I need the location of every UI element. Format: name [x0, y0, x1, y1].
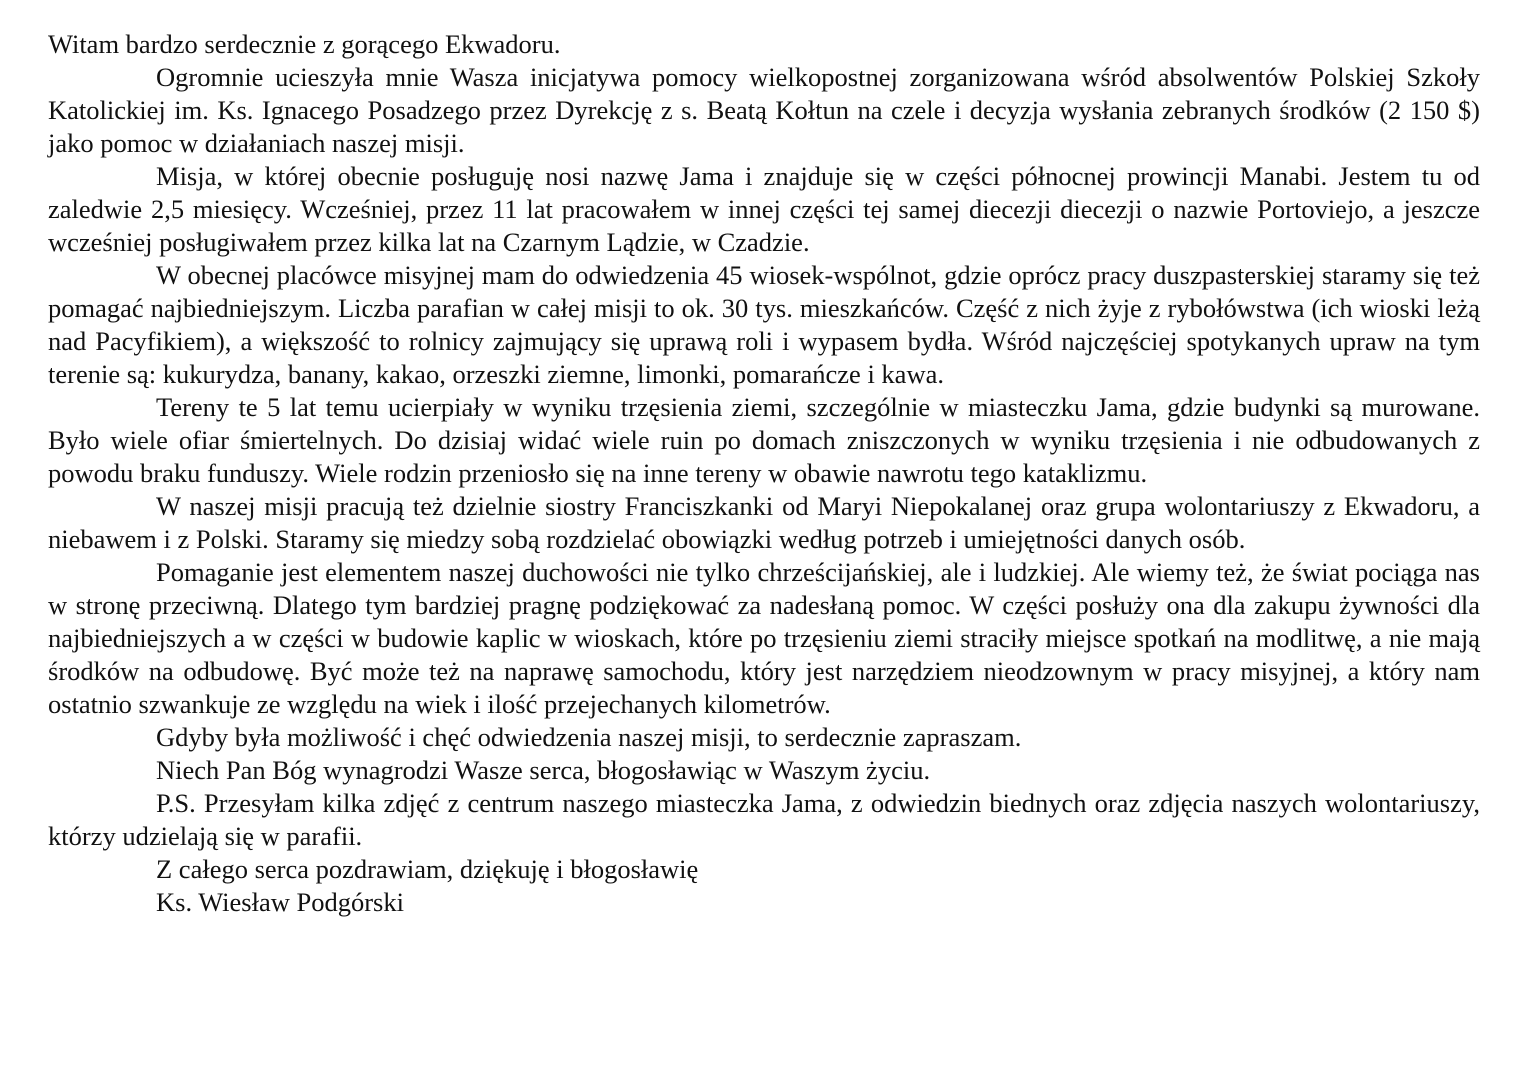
paragraph-villages: W obecnej placówce misyjnej mam do odwiedzenia 45 wiosek-wspólnot, gdzie oprócz pracy duszpasterskiej staramy się też pomagać najbiedniejszym. Liczba parafian w całej misji to ok. 30 tys. mieszkańców. Część z nich żyje z rybołówstwa (ich wioski leżą nad Pacyfikiem), a większość to rolnicy zajmujący się uprawą roli i wypasem bydła. Wśród najczęściej spotykanych upraw na tym terenie są: kukurydza, banany, kakao, orzeszki ziemne, limonki, pomarańcze i kawa. — [48, 260, 1480, 389]
blessing-line: Niech Pan Bóg wynagrodzi Wasze serca, błogosławiąc w Waszym życiu. — [156, 755, 931, 785]
invitation-line: Gdyby była możliwość i chęć odwiedzenia naszej misji, to serdecznie zapraszam. — [156, 722, 1022, 752]
postscript: P.S. Przesyłam kilka zdjęć z centrum naszego miasteczka Jama, z odwiedzin biednych oraz zdjęcia naszych wolontariuszy, którzy udzielają się w parafii. — [48, 788, 1480, 851]
paragraph-help: Pomaganie jest elementem naszej duchowości nie tylko chrześcijańskiej, ale i ludzkiej. Ale wiemy też, że świat pociąga nas w stronę przeciwną. Dlatego tym bardziej pragnę podziękować za nadesłaną pomoc. W części posłuży ona dla zakupu żywności dla najbiedniejszych a w części w budowie kaplic w wioskach, które po trzęsieniu ziemi straciły miejsce spotkań na modlitwę, a nie mają środków na odbudowę. Być może też na naprawę samochodu, który jest narzędziem nieodzownym w pracy misyjnej, a który nam ostatnio szwankuje ze względu na wiek i ilość przejechanych kilometrów. — [48, 557, 1480, 719]
closing-line: Z całego serca pozdrawiam, dziękuję i błogosławię — [156, 854, 699, 884]
paragraph-sisters-volunteers: W naszej misji pracują też dzielnie siostry Franciszkanki od Maryi Niepokalanej oraz grupa wolontariuszy z Ekwadoru, a niebawem i z Polski. Staramy się miedzy sobą rozdzielać obowiązki według potrzeb i umiejętności danych osób. — [48, 491, 1480, 554]
paragraph-initiative: Ogromnie ucieszyła mnie Wasza inicjatywa pomocy wielkopostnej zorganizowana wśród absolwentów Polskiej Szkoły Katolickiej im. Ks. Ignacego Posadzego przez Dyrekcję z s. Beatą Kołtun na czele i decyzja wysłania zebranych środków (2 150 $) jako pomoc w działaniach naszej misji. — [48, 62, 1480, 158]
signature: Ks. Wiesław Podgórski — [156, 887, 404, 917]
paragraph-mission: Misja, w której obecnie posługuję nosi nazwę Jama i znajduje się w części północnej prowincji Manabi. Jestem tu od zaledwie 2,5 miesięcy. Wcześniej, przez 11 lat pracowałem w innej części tej samej diecezji diecezji o nazwie Portoviejo, a jeszcze wcześniej posługiwałem przez kilka lat na Czarnym Lądzie, w Czadzie. — [48, 161, 1480, 257]
paragraph-earthquake: Tereny te 5 lat temu ucierpiały w wyniku trzęsienia ziemi, szczególnie w miasteczku Jama, gdzie budynki są murowane. Było wiele ofiar śmiertelnych. Do dzisiaj widać wiele ruin po domach zniszczonych w wyniku trzęsienia i nie odbudowanych z powodu braku funduszy. Wiele rodzin przeniosło się na inne tereny w obawie nawrotu tego kataklizmu. — [48, 392, 1480, 488]
greeting-line: Witam bardzo serdecznie z gorącego Ekwadoru. — [48, 29, 561, 59]
